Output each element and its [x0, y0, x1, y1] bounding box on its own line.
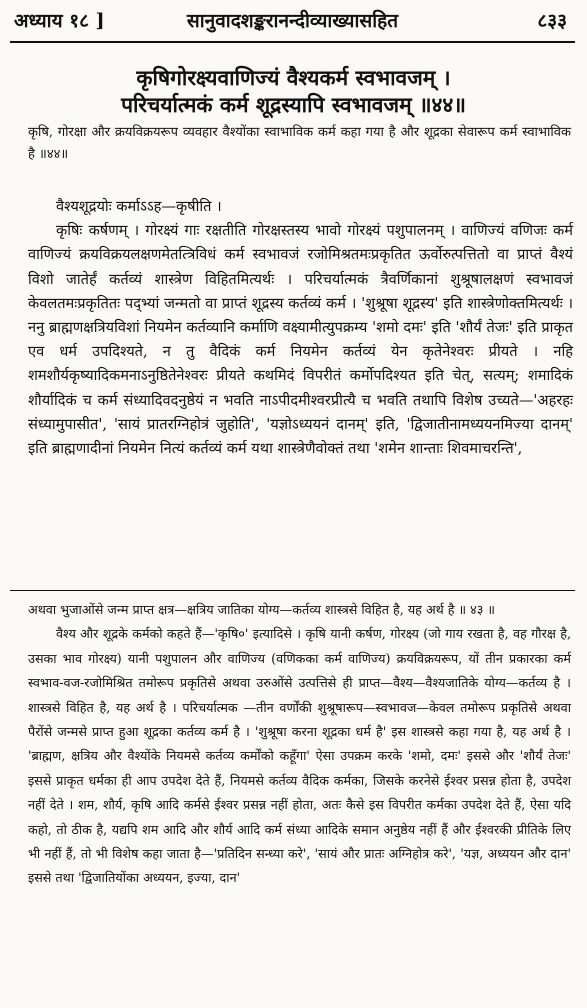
page-title: सानुवादशङ्करानन्दीव्याख्यासहित [186, 10, 399, 32]
page-number: ८३३ [537, 10, 567, 32]
sanskrit-commentary [28, 195, 573, 461]
chapter-label: अध्याय १८ ] [14, 10, 105, 32]
verse-line-2: परिचर्यात्मकं कर्म शूद्रस्यापि स्वभावजम् ॥४४॥ [121, 92, 466, 117]
footnote-rule [10, 590, 575, 591]
commentary-opening: वैश्यशूद्रयोः कर्माऽऽह—कृषीति । [56, 198, 222, 215]
commentary-body: कृषिः कर्षणम् । गोरक्ष्यं गाः रक्षतीति गोरक्षस्तस्य भावो गोरक्ष्यं पशुपालनम् । वाणिज्यं वणिजः कर्म वाणिज्यं क्रयविक्रयलक्षणमेतत्त्रिविधं कर्म स्वभावजं रजोमिश्रतमःप्रकृतित ऊर्वोरुत्पत्तितो वा प्राप्तं वैश्यं विशो जातेर्हं कर्तव्यं शास्त्रेण विहितमित्यर्थः । परिचर्यात्मकं त्रैवर्णिकानां शुश्रूषालक्षणं स्वभावजं केवलतमःप्रकृतितः पद्भ्यां जन्मतो वा प्राप्तं शूद्रस्य कर्तव्यं कर्म । 'शुश्रूषा शूद्रस्य' इति शास्त्रेणोक्तमित्यर्थः । ननु ब्राह्मणक्षत्रियविशां नियमेन कर्तव्यानि कर्माणि वक्ष्यामीत्युपक्रम्य 'शमो दमः' इति 'शौर्यं तेजः' इति प्राकृत एव धर्म उपदिश्यते, न तु वैदिकं कर्म नियमेन कर्तव्यं येन कृतेनेश्वरः प्रीयते । नहि शमशौर्यकृष्यादिकमनाऽनुष्ठितेनेश्वरः प्रीयते कथमिदं विपरीतं कर्मोपदिश्यत इति चेत्, सत्यम्; शमादिकं शौर्यादिकं च कर्म संध्यादिवदनुष्ठेयं न भवति नाऽपीदमीश्वरप्रीत्यै च भवति तथापि विशेष उच्यते—'अहरहः संध्यामुपासीत', 'सायं प्रातरग्निहोत्रं जुहोति', 'यज्ञोऽध्ययनं दानम्' इति, 'द्विजातीनामध्ययनमिज्या दानम्' इति ब्राह्मणादीनां नियमेन नित्यं कर्तव्यं कर्म यथा शास्त्रेणैवोक्तं तथा 'शमेन शान्ताः शिवमाचरन्ति', [28, 222, 573, 458]
hindi-carryover: अथवा भुजाओंसे जन्म प्राप्त क्षत्र—क्षत्रिय जातिका योग्य—कर्तव्य शास्त्रसे विहित है, यह अर्थ है ॥ ४३ ॥ [28, 602, 496, 617]
header-rule [10, 41, 575, 43]
hindi-commentary [28, 598, 571, 891]
verse-line-1: कृषिगोरक्ष्यवाणिज्यं वैश्यकर्म स्वभावजम् । [136, 65, 451, 90]
verse [20, 64, 567, 118]
verse-translation: कृषि, गोरक्षा और क्रयविक्रयरूप व्यवहार वैश्योंका स्वाभाविक कर्म कहा गया है और शूद्रका सेवारूप कर्म स्वाभाविक है ॥४४॥ [28, 125, 571, 162]
running-header [10, 6, 575, 36]
hindi-body: वैश्य और शूद्रके कर्मको कहते हैं—'कृषि०' इत्यादिसे । कृषि यानी कर्षण, गोरक्ष्य (जो गाय रखता है, वह गौरक्ष है, उसका भाव गोरक्ष्य) यानी पशुपालन और वाणिज्य (वणिकका कर्म वाणिज्य) क्रयविक्रयरूप, यों तीन प्रकारका कर्म स्वभाव-वज-रजोमिश्रित तमोरूप प्रकृतिसे अथवा उरुओंसे उत्पत्तिसे ही प्राप्त—वैश्य—वैश्यजातिके योग्य—कर्तव्य है । शास्त्रसे विहित है, यह अर्थ है । परिचर्यात्मक —तीन वर्णोंकी शुश्रूषारूप—स्वभावज—केवल तमोरूप प्रकृतिसे अथवा पैरोंसे जन्मसे प्राप्त हुआ शूद्रका कर्तव्य कर्म है । 'शुश्रूषा करना शूद्रका धर्म है' इस शास्त्रसे कहा गया है, यह अर्थ है । 'ब्राह्मण, क्षत्रिय और वैश्योंके नियमसे कर्तव्य कर्मोंको कहूँगा' ऐसा उपक्रम करके 'शमो, दमः' इससे और 'शौर्यं तेजः' इससे प्राकृत धर्मका ही आप उपदेश देते हैं, नियमसे कर्तव्य वैदिक कर्मका, जिसके करनेसे ईश्वर प्रसन्न होता है, उपदेश नहीं देते । शम, शौर्य, कृषि आदि कर्मसे ईश्वर प्रसन्न नहीं होता, अतः कैसे इस विपरीत कर्मका उपदेश देते हैं, ऐसा यदि कहो, तो ठीक है, यद्यपि शम आदि और शौर्य आदि कर्म संध्या आदिके समान अनुष्ठेय नहीं हैं और ईश्वरकी प्रीतिके लिए भी नहीं हैं, तो भी विशेष कहा जाता है—'प्रतिदिन सन्ध्या करे', 'सायं और प्रातः अग्निहोत्र करे', 'यज्ञ, अध्ययन और दान' इससे तथा 'द्विजातियोंका अध्ययन, इज्या, दान' [28, 626, 571, 886]
